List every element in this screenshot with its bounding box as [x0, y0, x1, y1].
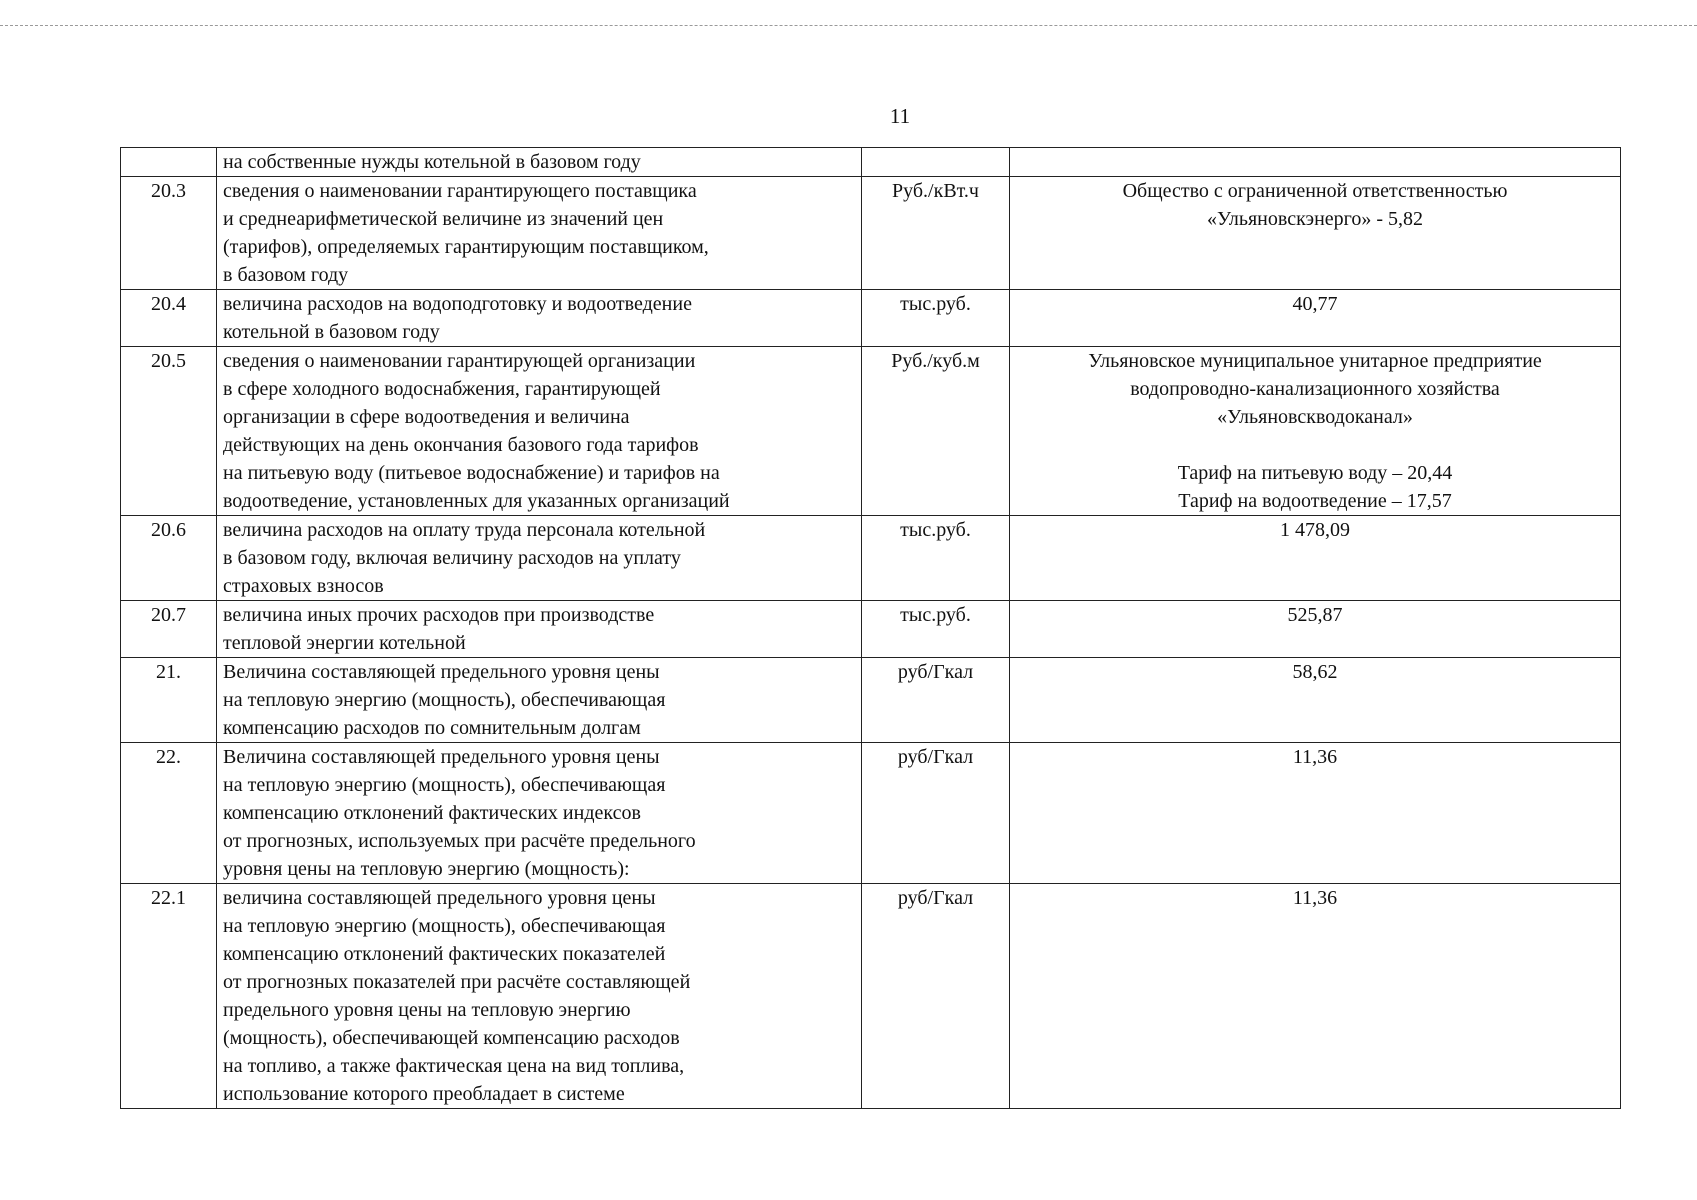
- row-unit: тыс.руб.: [862, 516, 1010, 601]
- row-description: сведения о наименовании гарантирующей организации в сфере холодного водоснабжения, гарантирующей организации в сфере водоотведения и величина действующих на день окончания базового года тарифов на питьевую воду (питьевое водоснабжение) и тарифов на водоотведение, установленных для указанных организаций: [217, 347, 862, 516]
- table-row: [121, 516, 1621, 601]
- row-value: 40,77: [1010, 290, 1621, 347]
- row-number: [121, 148, 217, 177]
- row-description: сведения о наименовании гарантирующего поставщика и среднеарифметической величине из значений цен (тарифов), определяемых гарантирующим поставщиком, в базовом году: [217, 177, 862, 290]
- row-number: 20.3: [121, 177, 217, 290]
- row-value: 11,36: [1010, 884, 1621, 1109]
- row-description: величина расходов на оплату труда персонала котельной в базовом году, включая величину расходов на уплату страховых взносов: [217, 516, 862, 601]
- tariff-table: [120, 147, 1621, 1109]
- table-row: [121, 148, 1621, 177]
- row-description: на собственные нужды котельной в базовом году: [217, 148, 862, 177]
- row-value: 11,36: [1010, 743, 1621, 884]
- row-number: 20.4: [121, 290, 217, 347]
- row-unit: Руб./кВт.ч: [862, 177, 1010, 290]
- table-row: [121, 601, 1621, 658]
- row-value: 58,62: [1010, 658, 1621, 743]
- row-value: 525,87: [1010, 601, 1621, 658]
- page-number: 11: [889, 104, 911, 128]
- row-unit: руб/Гкал: [862, 743, 1010, 884]
- row-number: 20.6: [121, 516, 217, 601]
- row-description: величина составляющей предельного уровня цены на тепловую энергию (мощность), обеспечивающая компенсацию отклонений фактических показателей от прогнозных показателей при расчёте составляющей предельного уровня цены на тепловую энергию (мощность), обеспечивающей компенсацию расходов на топливо, а также фактическая цена на вид топлива, использование которого преобладает в системе: [217, 884, 862, 1109]
- row-number: 22.: [121, 743, 217, 884]
- table-row: [121, 347, 1621, 516]
- row-value: Общество с ограниченной ответственностью «Ульяновскэнерго» - 5,82: [1010, 177, 1621, 290]
- table-row: [121, 743, 1621, 884]
- row-unit: [862, 148, 1010, 177]
- row-description: величина расходов на водоподготовку и водоотведение котельной в базовом году: [217, 290, 862, 347]
- row-unit: тыс.руб.: [862, 601, 1010, 658]
- row-value: 1 478,09: [1010, 516, 1621, 601]
- table-row: [121, 177, 1621, 290]
- scan-edge-line: [0, 25, 1697, 26]
- row-number: 20.7: [121, 601, 217, 658]
- row-number: 20.5: [121, 347, 217, 516]
- row-value: Ульяновское муниципальное унитарное предприятие водопроводно-канализационного хозяйства «Ульяновскводоканал» Тариф на питьевую воду – 20,44 Тариф на водоотведение – 17,57: [1010, 347, 1621, 516]
- table-row: [121, 290, 1621, 347]
- row-description: величина иных прочих расходов при производстве тепловой энергии котельной: [217, 601, 862, 658]
- row-unit: руб/Гкал: [862, 658, 1010, 743]
- row-unit: руб/Гкал: [862, 884, 1010, 1109]
- row-value: [1010, 148, 1621, 177]
- row-unit: Руб./куб.м: [862, 347, 1010, 516]
- row-number: 21.: [121, 658, 217, 743]
- row-unit: тыс.руб.: [862, 290, 1010, 347]
- row-number: 22.1: [121, 884, 217, 1109]
- row-description: Величина составляющей предельного уровня цены на тепловую энергию (мощность), обеспечивающая компенсацию отклонений фактических индексов от прогнозных, используемых при расчёте предельного уровня цены на тепловую энергию (мощность):: [217, 743, 862, 884]
- table-row: [121, 884, 1621, 1109]
- table-row: [121, 658, 1621, 743]
- row-description: Величина составляющей предельного уровня цены на тепловую энергию (мощность), обеспечивающая компенсацию расходов по сомнительным долгам: [217, 658, 862, 743]
